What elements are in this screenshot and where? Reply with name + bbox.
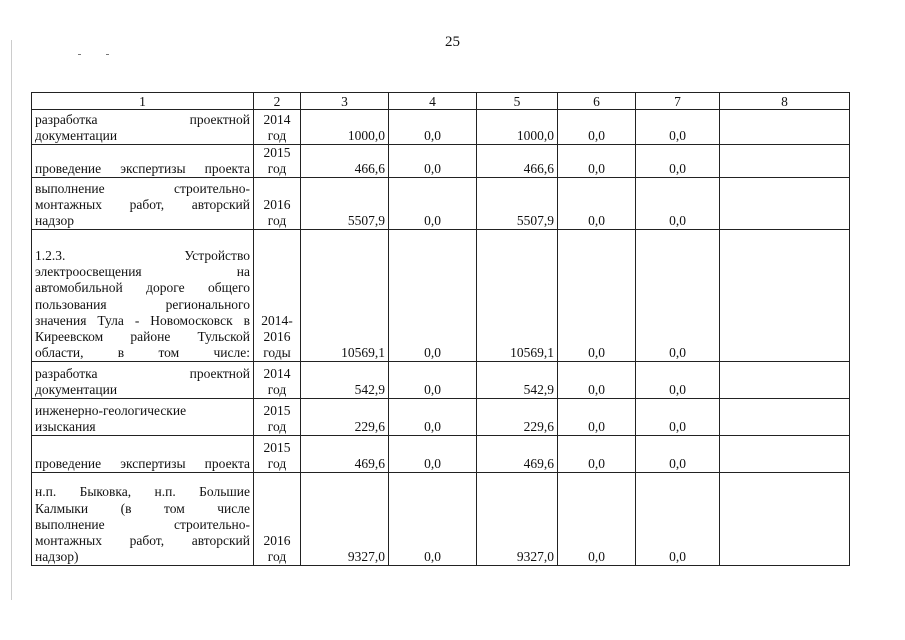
row-name-line: надзор — [35, 213, 75, 229]
row-year-line: год — [267, 127, 287, 143]
value-col7-cell: 0,0 — [636, 110, 720, 145]
row-year-cell — [254, 399, 301, 436]
value-col4-cell: 0,0 — [389, 399, 477, 436]
value-col4-cell: 0,0 — [389, 145, 477, 178]
value-col8-cell — [720, 399, 850, 436]
value-total-cell: 1000,0 — [301, 110, 389, 145]
value-col4-cell: 0,0 — [389, 362, 477, 399]
row-name-line: выполнение строительно- — [35, 180, 250, 196]
column-header: 5 — [477, 93, 558, 110]
table-row — [32, 473, 850, 566]
value-col4-cell: 0,0 — [389, 230, 477, 362]
value-col8-cell — [720, 145, 850, 178]
row-name-line: Калмыки (в том числе — [35, 500, 250, 516]
header-row — [32, 93, 850, 110]
row-name-line: проведение экспертизы проекта — [35, 456, 250, 472]
row-year-line: 2015 — [263, 440, 291, 455]
row-year-line: год — [267, 419, 287, 435]
value-col7-cell: 0,0 — [636, 230, 720, 362]
value-col7-cell: 0,0 — [636, 399, 720, 436]
row-year-line: 2016 — [263, 329, 291, 344]
value-total-cell: 542,9 — [301, 362, 389, 399]
table-row — [32, 230, 850, 362]
column-header: 6 — [558, 93, 636, 110]
value-col7-cell: 0,0 — [636, 436, 720, 473]
row-year-line: 2015 — [263, 403, 291, 418]
row-name-line: надзор) — [35, 549, 79, 565]
row-name-line: инженерно-геологические — [35, 403, 187, 418]
value-col6-cell: 0,0 — [558, 436, 636, 473]
column-header: 4 — [389, 93, 477, 110]
value-col5-cell: 5507,9 — [477, 178, 558, 230]
row-year-line: годы — [263, 345, 291, 361]
value-col7-cell: 0,0 — [636, 145, 720, 178]
row-name-line: Киреевском районе Тульской — [35, 329, 250, 344]
row-name-line: монтажных работ, авторский — [35, 533, 250, 548]
row-name-cell — [32, 230, 254, 362]
table-row — [32, 110, 850, 145]
row-name-cell — [32, 178, 254, 230]
row-name-line: автомобильной дороге общего — [35, 280, 250, 296]
column-header: 7 — [636, 93, 720, 110]
scan-edge-line — [11, 40, 12, 600]
row-name-line: 1.2.3. Устройство — [35, 247, 250, 263]
row-year-line: год — [267, 382, 287, 398]
value-col5-cell: 466,6 — [477, 145, 558, 178]
column-header: 8 — [720, 93, 850, 110]
row-name-line: проведение экспертизы проекта — [35, 161, 250, 177]
value-col4-cell: 0,0 — [389, 436, 477, 473]
row-year-line: год — [267, 456, 287, 472]
row-year-cell — [254, 178, 301, 230]
row-name-line: документации — [35, 127, 118, 143]
value-col4-cell: 0,0 — [389, 178, 477, 230]
row-year-cell — [254, 110, 301, 145]
value-col8-cell — [720, 110, 850, 145]
value-col7-cell: 0,0 — [636, 473, 720, 566]
page-number: 25 — [445, 34, 460, 50]
scan-mark — [106, 54, 109, 55]
row-year-line: 2015 — [263, 145, 291, 160]
row-year-cell — [254, 230, 301, 362]
value-col4-cell: 0,0 — [389, 473, 477, 566]
row-year-line: 2014 — [263, 366, 291, 381]
row-year-line: год — [267, 549, 287, 565]
column-header: 3 — [301, 93, 389, 110]
value-col6-cell: 0,0 — [558, 473, 636, 566]
row-name-line: разработка проектной — [35, 111, 250, 127]
value-col6-cell: 0,0 — [558, 110, 636, 145]
value-total-cell: 469,6 — [301, 436, 389, 473]
scan-mark — [78, 54, 81, 55]
value-col5-cell: 10569,1 — [477, 230, 558, 362]
row-year-line: год — [267, 161, 287, 177]
value-col7-cell: 0,0 — [636, 362, 720, 399]
value-col8-cell — [720, 473, 850, 566]
row-name-line: документации — [35, 382, 118, 398]
value-col8-cell — [720, 362, 850, 399]
value-col5-cell: 469,6 — [477, 436, 558, 473]
row-year-cell — [254, 362, 301, 399]
row-year-line: 2016 — [263, 533, 291, 548]
row-year-line: год — [267, 213, 287, 229]
row-year-cell — [254, 473, 301, 566]
row-name-line: пользования регионального — [35, 296, 250, 312]
value-col6-cell: 0,0 — [558, 230, 636, 362]
row-year-cell — [254, 436, 301, 473]
value-total-cell: 10569,1 — [301, 230, 389, 362]
value-col5-cell: 229,6 — [477, 399, 558, 436]
value-col6-cell: 0,0 — [558, 399, 636, 436]
value-col8-cell — [720, 436, 850, 473]
column-header: 2 — [254, 93, 301, 110]
row-year-line: 2016 — [263, 197, 291, 212]
row-name-line: выполнение строительно- — [35, 516, 250, 532]
row-name-line: изыскания — [35, 419, 96, 435]
table-row — [32, 178, 850, 230]
row-name-line: значения Тула - Новомосковск в — [35, 312, 250, 328]
budget-table — [31, 92, 850, 566]
value-total-cell: 9327,0 — [301, 473, 389, 566]
value-col5-cell: 1000,0 — [477, 110, 558, 145]
row-name-line: разработка проектной — [35, 366, 250, 381]
row-name-cell — [32, 145, 254, 178]
value-col8-cell — [720, 230, 850, 362]
row-name-line: электроосвещения на — [35, 264, 250, 280]
value-total-cell: 466,6 — [301, 145, 389, 178]
value-col8-cell — [720, 178, 850, 230]
value-col6-cell: 0,0 — [558, 178, 636, 230]
value-col7-cell: 0,0 — [636, 178, 720, 230]
row-name-line: области, в том числе: — [35, 345, 250, 361]
column-header: 1 — [32, 93, 254, 110]
value-col6-cell: 0,0 — [558, 145, 636, 178]
value-total-cell: 5507,9 — [301, 178, 389, 230]
value-col5-cell: 9327,0 — [477, 473, 558, 566]
row-name-line: монтажных работ, авторский — [35, 197, 250, 212]
value-col5-cell: 542,9 — [477, 362, 558, 399]
value-col6-cell: 0,0 — [558, 362, 636, 399]
table-body — [32, 110, 850, 566]
table-row — [32, 362, 850, 399]
table-row — [32, 399, 850, 436]
row-year-line: 2014- — [261, 312, 293, 328]
row-name-cell — [32, 436, 254, 473]
row-name-line: н.п. Быковка, н.п. Большие — [35, 484, 250, 500]
row-name-cell — [32, 362, 254, 399]
value-total-cell: 229,6 — [301, 399, 389, 436]
row-name-cell — [32, 399, 254, 436]
value-col4-cell: 0,0 — [389, 110, 477, 145]
table-row — [32, 145, 850, 178]
table-row — [32, 436, 850, 473]
row-name-cell — [32, 110, 254, 145]
row-year-line: 2014 — [263, 111, 291, 127]
row-year-cell — [254, 145, 301, 178]
row-name-cell — [32, 473, 254, 566]
